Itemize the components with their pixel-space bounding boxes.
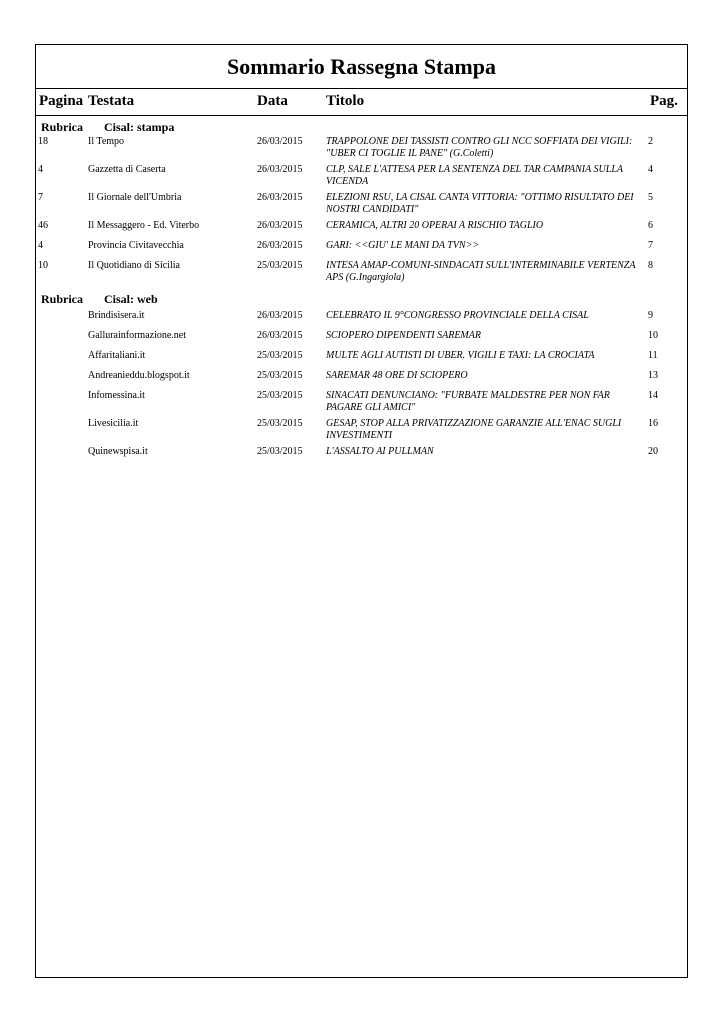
cell-titolo: CERAMICA, ALTRI 20 OPERAI A RISCHIO TAGLIO xyxy=(326,220,544,231)
table-row xyxy=(36,350,687,370)
cell-data: 25/03/2015 xyxy=(257,350,303,361)
cell-pag: 11 xyxy=(648,350,658,361)
cell-pag: 13 xyxy=(648,370,658,381)
cell-pag: 7 xyxy=(648,240,653,251)
cell-data: 26/03/2015 xyxy=(257,136,303,147)
cell-pag: 8 xyxy=(648,260,653,271)
cell-testata: Andreanieddu.blogspot.it xyxy=(88,370,190,381)
cell-titolo: GESAP, STOP ALLA PRIVATIZZAZIONE GARANZIE ALL'ENAC SUGLI INVESTIMENTI xyxy=(326,418,622,441)
sections-container xyxy=(36,116,687,466)
header-data: Data xyxy=(257,93,288,109)
cell-titolo: CLP, SALE L'ATTESA PER LA SENTENZA DEL TAR CAMPANIA SULLA VICENDA xyxy=(326,164,623,187)
section-header xyxy=(36,288,687,310)
cell-testata: Il Messaggero - Ed. Viterbo xyxy=(88,220,200,231)
cell-titolo: MULTE AGLI AUTISTI DI UBER. VIGILI E TAXI: LA CROCIATA xyxy=(326,350,595,361)
table-row xyxy=(36,370,687,390)
header-pag: Pag. xyxy=(650,93,678,109)
section-name: Cisal: stampa xyxy=(104,120,175,134)
cell-pagina: 46 xyxy=(38,220,48,231)
header-testata: Testata xyxy=(88,93,135,109)
cell-testata: Gallurainformazione.net xyxy=(88,330,187,341)
cell-data: 25/03/2015 xyxy=(257,370,303,381)
cell-testata: Brindisisera.it xyxy=(88,310,145,321)
cell-data: 25/03/2015 xyxy=(257,390,303,401)
cell-titolo: SCIOPERO DIPENDENTI SAREMAR xyxy=(326,330,481,341)
section-name: Cisal: web xyxy=(104,292,158,306)
table-row xyxy=(36,310,687,330)
header-titolo: Titolo xyxy=(326,93,365,109)
cell-testata: Gazzetta di Caserta xyxy=(88,164,166,175)
section-header xyxy=(36,116,687,136)
cell-titolo: SAREMAR 48 ORE DI SCIOPERO xyxy=(326,370,468,381)
cell-testata: Livesicilia.it xyxy=(88,418,139,429)
cell-testata: Provincia Civitavecchia xyxy=(88,240,184,251)
cell-pag: 14 xyxy=(648,390,658,401)
table-row xyxy=(36,330,687,350)
cell-pagina: 4 xyxy=(38,240,43,251)
cell-titolo: INTESA AMAP-COMUNI-SINDACATI SULL'INTERMINABILE VERTENZA APS (G.Ingargiola) xyxy=(326,260,636,283)
cell-pag: 2 xyxy=(648,136,653,147)
table-row xyxy=(36,164,687,192)
cell-titolo: SINACATI DENUNCIANO: "FURBATE MALDESTRE PER NON FAR PAGARE GLI AMICI" xyxy=(326,390,610,413)
cell-testata: Affaritaliani.it xyxy=(88,350,146,361)
cell-data: 25/03/2015 xyxy=(257,418,303,429)
cell-pagina: 18 xyxy=(38,136,48,147)
cell-data: 26/03/2015 xyxy=(257,240,303,251)
cell-data: 26/03/2015 xyxy=(257,192,303,203)
cell-titolo: L'ASSALTO AI PULLMAN xyxy=(326,446,434,457)
cell-testata: Il Quotidiano di Sicilia xyxy=(88,260,180,271)
cell-data: 26/03/2015 xyxy=(257,310,303,321)
cell-titolo: GARI: <<GIU' LE MANI DA TVN>> xyxy=(326,240,480,251)
table-row xyxy=(36,240,687,260)
cell-pag: 20 xyxy=(648,446,658,457)
cell-pag: 6 xyxy=(648,220,653,231)
cell-testata: Quinewspisa.it xyxy=(88,446,148,457)
cell-pag: 16 xyxy=(648,418,658,429)
section-label: Rubrica xyxy=(41,292,83,306)
table-row xyxy=(36,418,687,446)
table-row xyxy=(36,390,687,418)
table-row xyxy=(36,192,687,220)
cell-titolo: ELEZIONI RSU, LA CISAL CANTA VITTORIA: "OTTIMO RISULTATO DEI NOSTRI CANDIDATI" xyxy=(326,192,634,215)
cell-testata: Il Tempo xyxy=(88,136,125,147)
table-row xyxy=(36,136,687,164)
cell-pagina: 7 xyxy=(38,192,43,203)
cell-titolo: TRAPPOLONE DEI TASSISTI CONTRO GLI NCC SOFFIATA DEI VIGILI: "UBER CI TOGLIE IL PANE" (G.Coletti) xyxy=(326,136,633,159)
cell-pagina: 10 xyxy=(38,260,48,271)
header-pagina: Pagina xyxy=(39,93,84,109)
cell-data: 26/03/2015 xyxy=(257,164,303,175)
cell-testata: Il Giornale dell'Umbria xyxy=(88,192,182,203)
cell-data: 26/03/2015 xyxy=(257,220,303,231)
table-row xyxy=(36,260,687,288)
section-rows xyxy=(36,310,687,466)
summary-frame xyxy=(35,44,688,978)
cell-data: 25/03/2015 xyxy=(257,260,303,271)
section-label: Rubrica xyxy=(41,120,83,134)
cell-pag: 10 xyxy=(648,330,658,341)
cell-pag: 5 xyxy=(648,192,653,203)
table-row xyxy=(36,446,687,466)
table-row xyxy=(36,220,687,240)
cell-testata: Infomessina.it xyxy=(88,390,145,401)
cell-pagina: 4 xyxy=(38,164,43,175)
cell-pag: 9 xyxy=(648,310,653,321)
cell-data: 26/03/2015 xyxy=(257,330,303,341)
cell-data: 25/03/2015 xyxy=(257,446,303,457)
table-header xyxy=(36,89,687,116)
section-rows xyxy=(36,136,687,288)
cell-pag: 4 xyxy=(648,164,653,175)
page-title: Sommario Rassegna Stampa xyxy=(36,45,687,89)
cell-titolo: CELEBRATO IL 9°CONGRESSO PROVINCIALE DELLA CISAL xyxy=(326,310,589,321)
